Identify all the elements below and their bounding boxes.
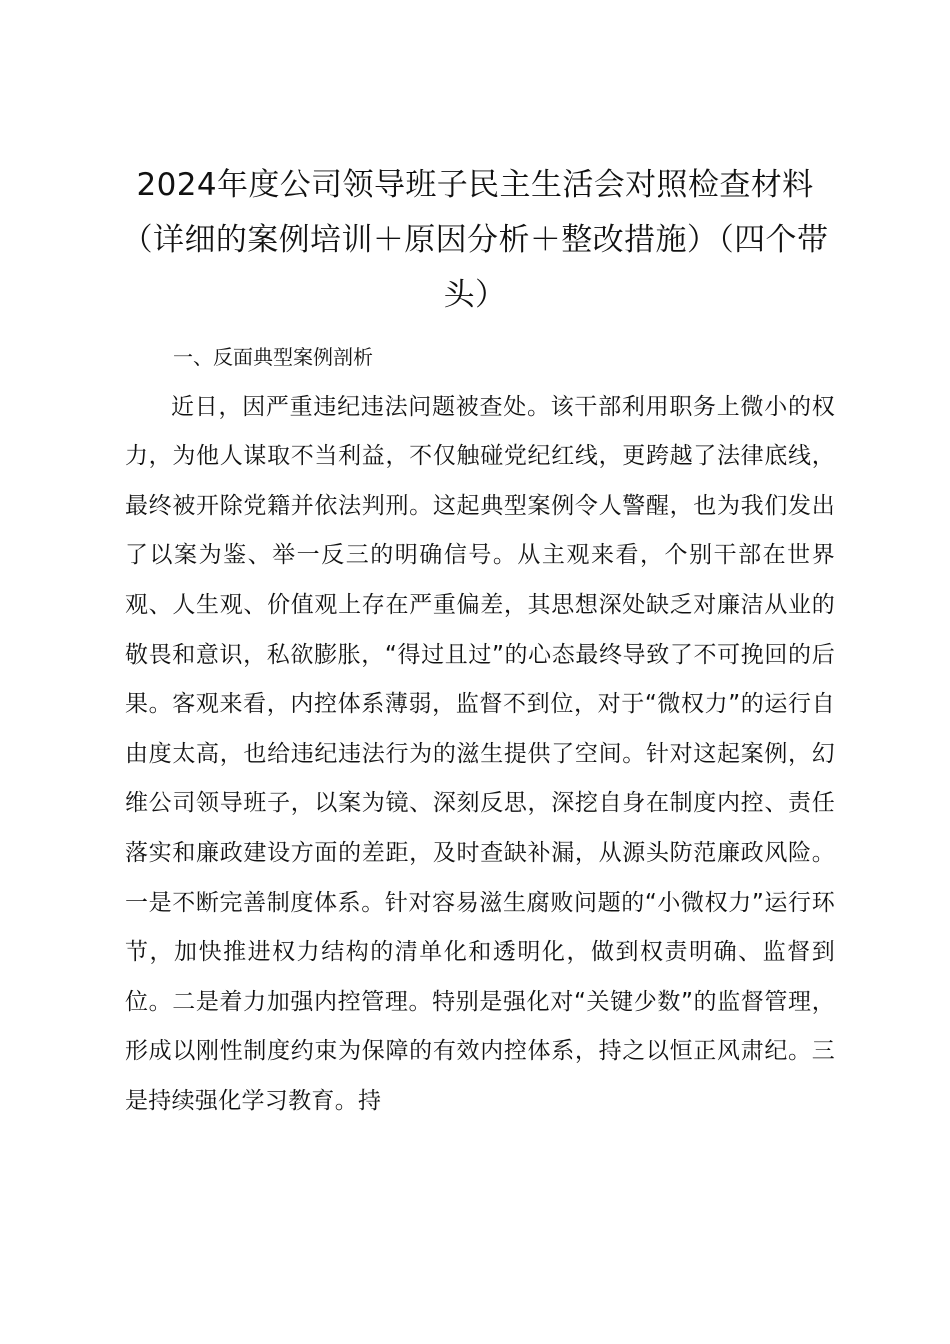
body-paragraph: 近日，因严重违纪违法问题被查处。该干部利用职务上微小的权力，为他人谋取不当利益，不仅触碰党纪红线，更跨越了法律底线，最终被开除党籍并依法判刑。这起典型案例令人警醒，也为我们发出了以案为鉴、举一反三的明确信号。从主观来看，个别干部在世界观、人生观、价值观上存在严重偏差，其思想深处缺乏对廉洁从业的敬畏和意识，私欲膨胀，“得过且过”的心态最终导致了不可挽回的后果。客观来看，内控体系薄弱，监督不到位，对于“微权力”的运行自由度太高，也给违纪违法行为的滋生提供了空间。针对这起案例，幻维公司领导班子，以案为镜、深刻反思，深挖自身在制度内控、责任落实和廉政建设方面的差距，及时查缺补漏，从源头防范廉政风险。一是不断完善制度体系。针对容易滋生腐败问题的“小微权力”运行环节，加快推进权力结构的清单化和透明化，做到权责明确、监督到位。二是着力加强内控管理。特别是强化对“关键少数”的监督管理，形成以刚性制度约束为保障的有效内控体系，持之以恒正风肃纪。三是持续强化学习教育。持 [125, 393, 835, 1114]
document-title: 2024年度公司领导班子民主生活会对照检查材料（详细的案例培训＋原因分析＋整改措施）（四个带头） [121, 167, 829, 313]
section-heading: 一、反面典型案例剖析 [173, 345, 373, 369]
document-body [125, 333, 835, 1127]
